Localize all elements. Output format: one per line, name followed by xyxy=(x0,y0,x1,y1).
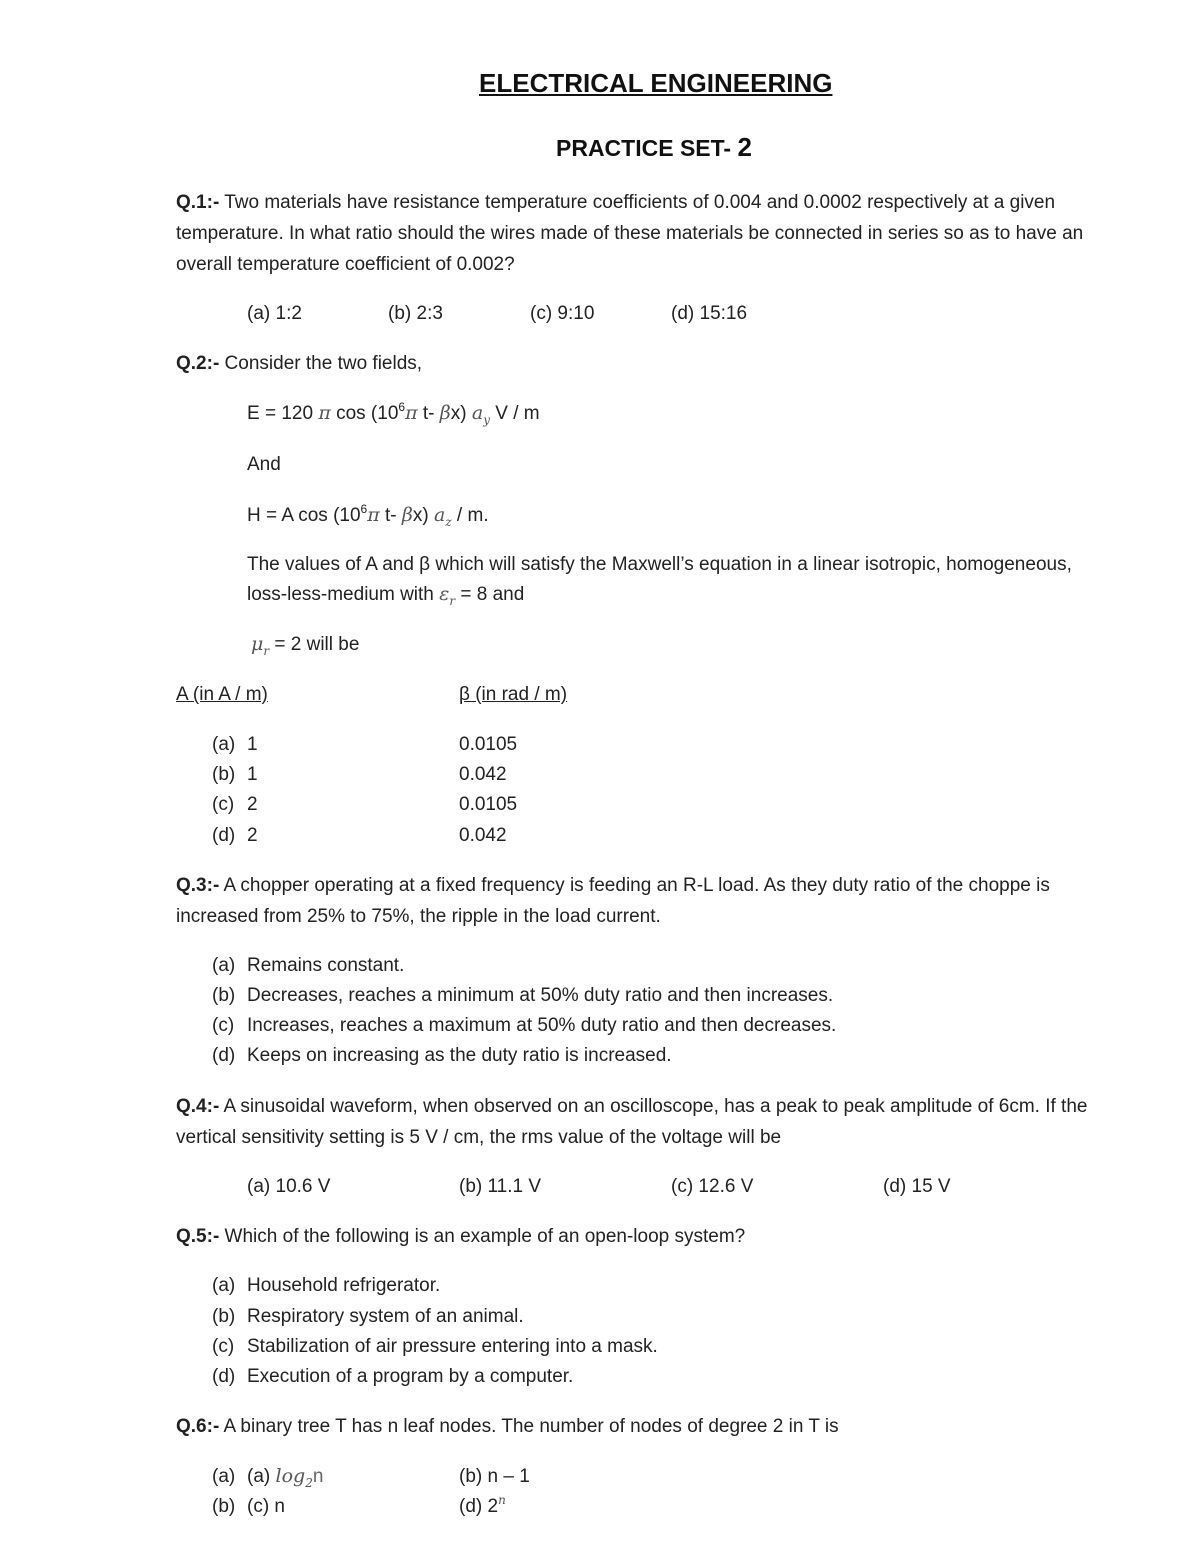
subtitle-prefix: PRACTICE SET- xyxy=(556,135,732,161)
q5-option-c-text: Stabilization of air pressure entering into a mask. xyxy=(247,1336,658,1357)
log-base: 2 xyxy=(305,1475,313,1490)
h-eq-part: t- xyxy=(379,505,402,526)
q6-row-2-label: (b) xyxy=(212,1496,236,1517)
q1-option-d: (d) 15:16 xyxy=(671,303,748,324)
question-label: Q.3:- xyxy=(176,875,220,896)
q6-option-c: (c) n xyxy=(247,1496,285,1517)
question-label: Q.5:- xyxy=(176,1226,220,1247)
q6-row-1-label: (a) xyxy=(212,1466,236,1487)
question-text: A sinusoidal waveform, when observed on an oscilloscope, has a peak to peak amplitude of 6cm. If the vertical sensitivity setting is 5 V / cm, the rms value of the voltage will be xyxy=(176,1096,1088,1148)
q3-option-d-label: (d) xyxy=(212,1045,236,1066)
q2-statement-line-3 xyxy=(251,633,360,658)
q2-row-b-value-beta: 0.042 xyxy=(459,764,507,785)
question-6 xyxy=(176,1417,839,1436)
mu-symbol: μ xyxy=(251,633,264,655)
q5-option-d-text: Execution of a program by a computer. xyxy=(247,1366,574,1387)
question-text: Consider the two fields, xyxy=(219,353,423,374)
q1-option-c: (c) 9:10 xyxy=(530,303,595,324)
q6-option-a xyxy=(247,1465,324,1490)
question-label: Q.4:- xyxy=(176,1096,220,1117)
and-text: And xyxy=(247,454,281,475)
e-eq-part: V / m xyxy=(489,403,540,424)
q5-option-b-text: Respiratory system of an animal. xyxy=(247,1306,524,1327)
exponent: 6 xyxy=(398,399,406,414)
q4-option-a: (a) 10.6 V xyxy=(247,1176,331,1197)
statement-part: = 8 and xyxy=(455,584,525,605)
q5-option-d-label: (d) xyxy=(212,1366,236,1387)
q2-row-c-value-a: 2 xyxy=(247,794,258,815)
option-part: (d) 2 xyxy=(459,1496,499,1517)
q5-option-c-label: (c) xyxy=(212,1336,235,1357)
h-eq-part: H = A cos (10 xyxy=(247,505,361,526)
epsilon-symbol: ε xyxy=(439,583,450,605)
q4-option-d: (d) 15 V xyxy=(883,1176,951,1197)
e-eq-part: t- xyxy=(417,403,440,424)
q2-row-d-value-a: 2 xyxy=(247,825,258,846)
question-2 xyxy=(176,354,422,373)
beta-symbol: β xyxy=(401,504,413,526)
q2-row-a-value-a: 1 xyxy=(247,734,258,755)
exponent: 6 xyxy=(360,501,368,516)
question-text: Two materials have resistance temperature coefficients of 0.004 and 0.0002 respectively at a given temperature. In what ratio should the wires made of these materials be connected in series so as to have an overall temperature coefficient of 0.002? xyxy=(176,192,1084,275)
q2-row-a-value-beta: 0.0105 xyxy=(459,734,518,755)
subtitle-number: 2 xyxy=(737,132,752,162)
q4-option-c: (c) 12.6 V xyxy=(671,1176,754,1197)
q2-row-d-label: (d) xyxy=(212,825,236,846)
q5-option-a-label: (a) xyxy=(212,1275,236,1296)
q6-option-b: (b) n ‒ 1 xyxy=(459,1466,530,1487)
e-eq-part: x) xyxy=(450,403,472,424)
epsilon-subscript: r xyxy=(449,593,456,608)
page-subtitle xyxy=(556,134,752,160)
mu-subscript: r xyxy=(263,643,270,658)
q2-statement-line-2 xyxy=(247,583,525,608)
q2-row-c-value-beta: 0.0105 xyxy=(459,794,518,815)
question-1 xyxy=(176,187,1116,280)
q2-row-d-value-beta: 0.042 xyxy=(459,825,507,846)
q1-option-b: (b) 2:3 xyxy=(388,303,443,324)
question-text: A chopper operating at a fixed frequency is feeding an R-L load. As they duty ratio of the choppe is increased from 25% to 75%, the ripple in the load current. xyxy=(176,875,1050,927)
h-eq-part: x) xyxy=(412,505,434,526)
pi-symbol: π xyxy=(367,504,380,526)
q2-row-b-label: (b) xyxy=(212,764,236,785)
q3-option-d-text: Keeps on increasing as the duty ratio is increased. xyxy=(247,1045,672,1066)
q6-option-d xyxy=(459,1492,506,1517)
unit-vector-subscript: y xyxy=(483,412,490,427)
option-part: n xyxy=(312,1466,324,1487)
q2-row-b-value-a: 1 xyxy=(247,764,258,785)
statement-part: = 2 will be xyxy=(269,634,360,655)
pi-symbol: π xyxy=(405,402,418,424)
question-4 xyxy=(176,1091,1116,1153)
log-function: log xyxy=(275,1465,306,1487)
h-field-equation xyxy=(247,501,489,529)
q3-option-b-text: Decreases, reaches a minimum at 50% duty ratio and then increases. xyxy=(247,985,834,1006)
q5-option-b-label: (b) xyxy=(212,1306,236,1327)
q1-option-a: (a) 1:2 xyxy=(247,303,302,324)
option-part: (a) xyxy=(247,1466,276,1487)
e-field-equation xyxy=(247,399,540,427)
question-label: Q.1:- xyxy=(176,192,220,213)
page-title: ELECTRICAL ENGINEERING xyxy=(479,68,833,98)
q3-option-c-label: (c) xyxy=(212,1015,235,1036)
h-eq-part: / m. xyxy=(451,505,489,526)
e-eq-part: cos (10 xyxy=(330,403,399,424)
statement-part: loss-less-medium with xyxy=(247,584,440,605)
question-5 xyxy=(176,1227,745,1246)
column-header-beta: β (in rad / m) xyxy=(459,684,568,705)
unit-vector: a xyxy=(434,504,446,526)
question-label: Q.2:- xyxy=(176,353,220,374)
q2-row-a-label: (a) xyxy=(212,734,236,755)
unit-vector: a xyxy=(471,402,484,424)
q3-option-a-text: Remains constant. xyxy=(247,955,405,976)
q5-option-a-text: Household refrigerator. xyxy=(247,1275,441,1296)
pi-symbol: π xyxy=(318,402,331,424)
q2-statement-line-1: The values of A and β which will satisfy the Maxwell’s equation in a linear isotropic, homogeneous, xyxy=(247,554,1072,575)
q3-option-c-text: Increases, reaches a maximum at 50% duty ratio and then decreases. xyxy=(247,1015,837,1036)
exponent: n xyxy=(498,1492,506,1507)
q4-option-b: (b) 11.1 V xyxy=(459,1176,542,1197)
unit-vector-subscript: z xyxy=(445,514,452,529)
beta-symbol: β xyxy=(439,402,451,424)
q2-row-c-label: (c) xyxy=(212,794,235,815)
column-header-a: A (in A / m) xyxy=(176,684,268,705)
question-text: A binary tree T has n leaf nodes. The number of nodes of degree 2 in T is xyxy=(219,1416,839,1437)
question-3 xyxy=(176,870,1116,932)
e-eq-part: E = 120 xyxy=(247,403,319,424)
question-label: Q.6:- xyxy=(176,1416,220,1437)
q3-option-b-label: (b) xyxy=(212,985,236,1006)
q3-option-a-label: (a) xyxy=(212,955,236,976)
question-text: Which of the following is an example of an open-loop system? xyxy=(219,1226,746,1247)
